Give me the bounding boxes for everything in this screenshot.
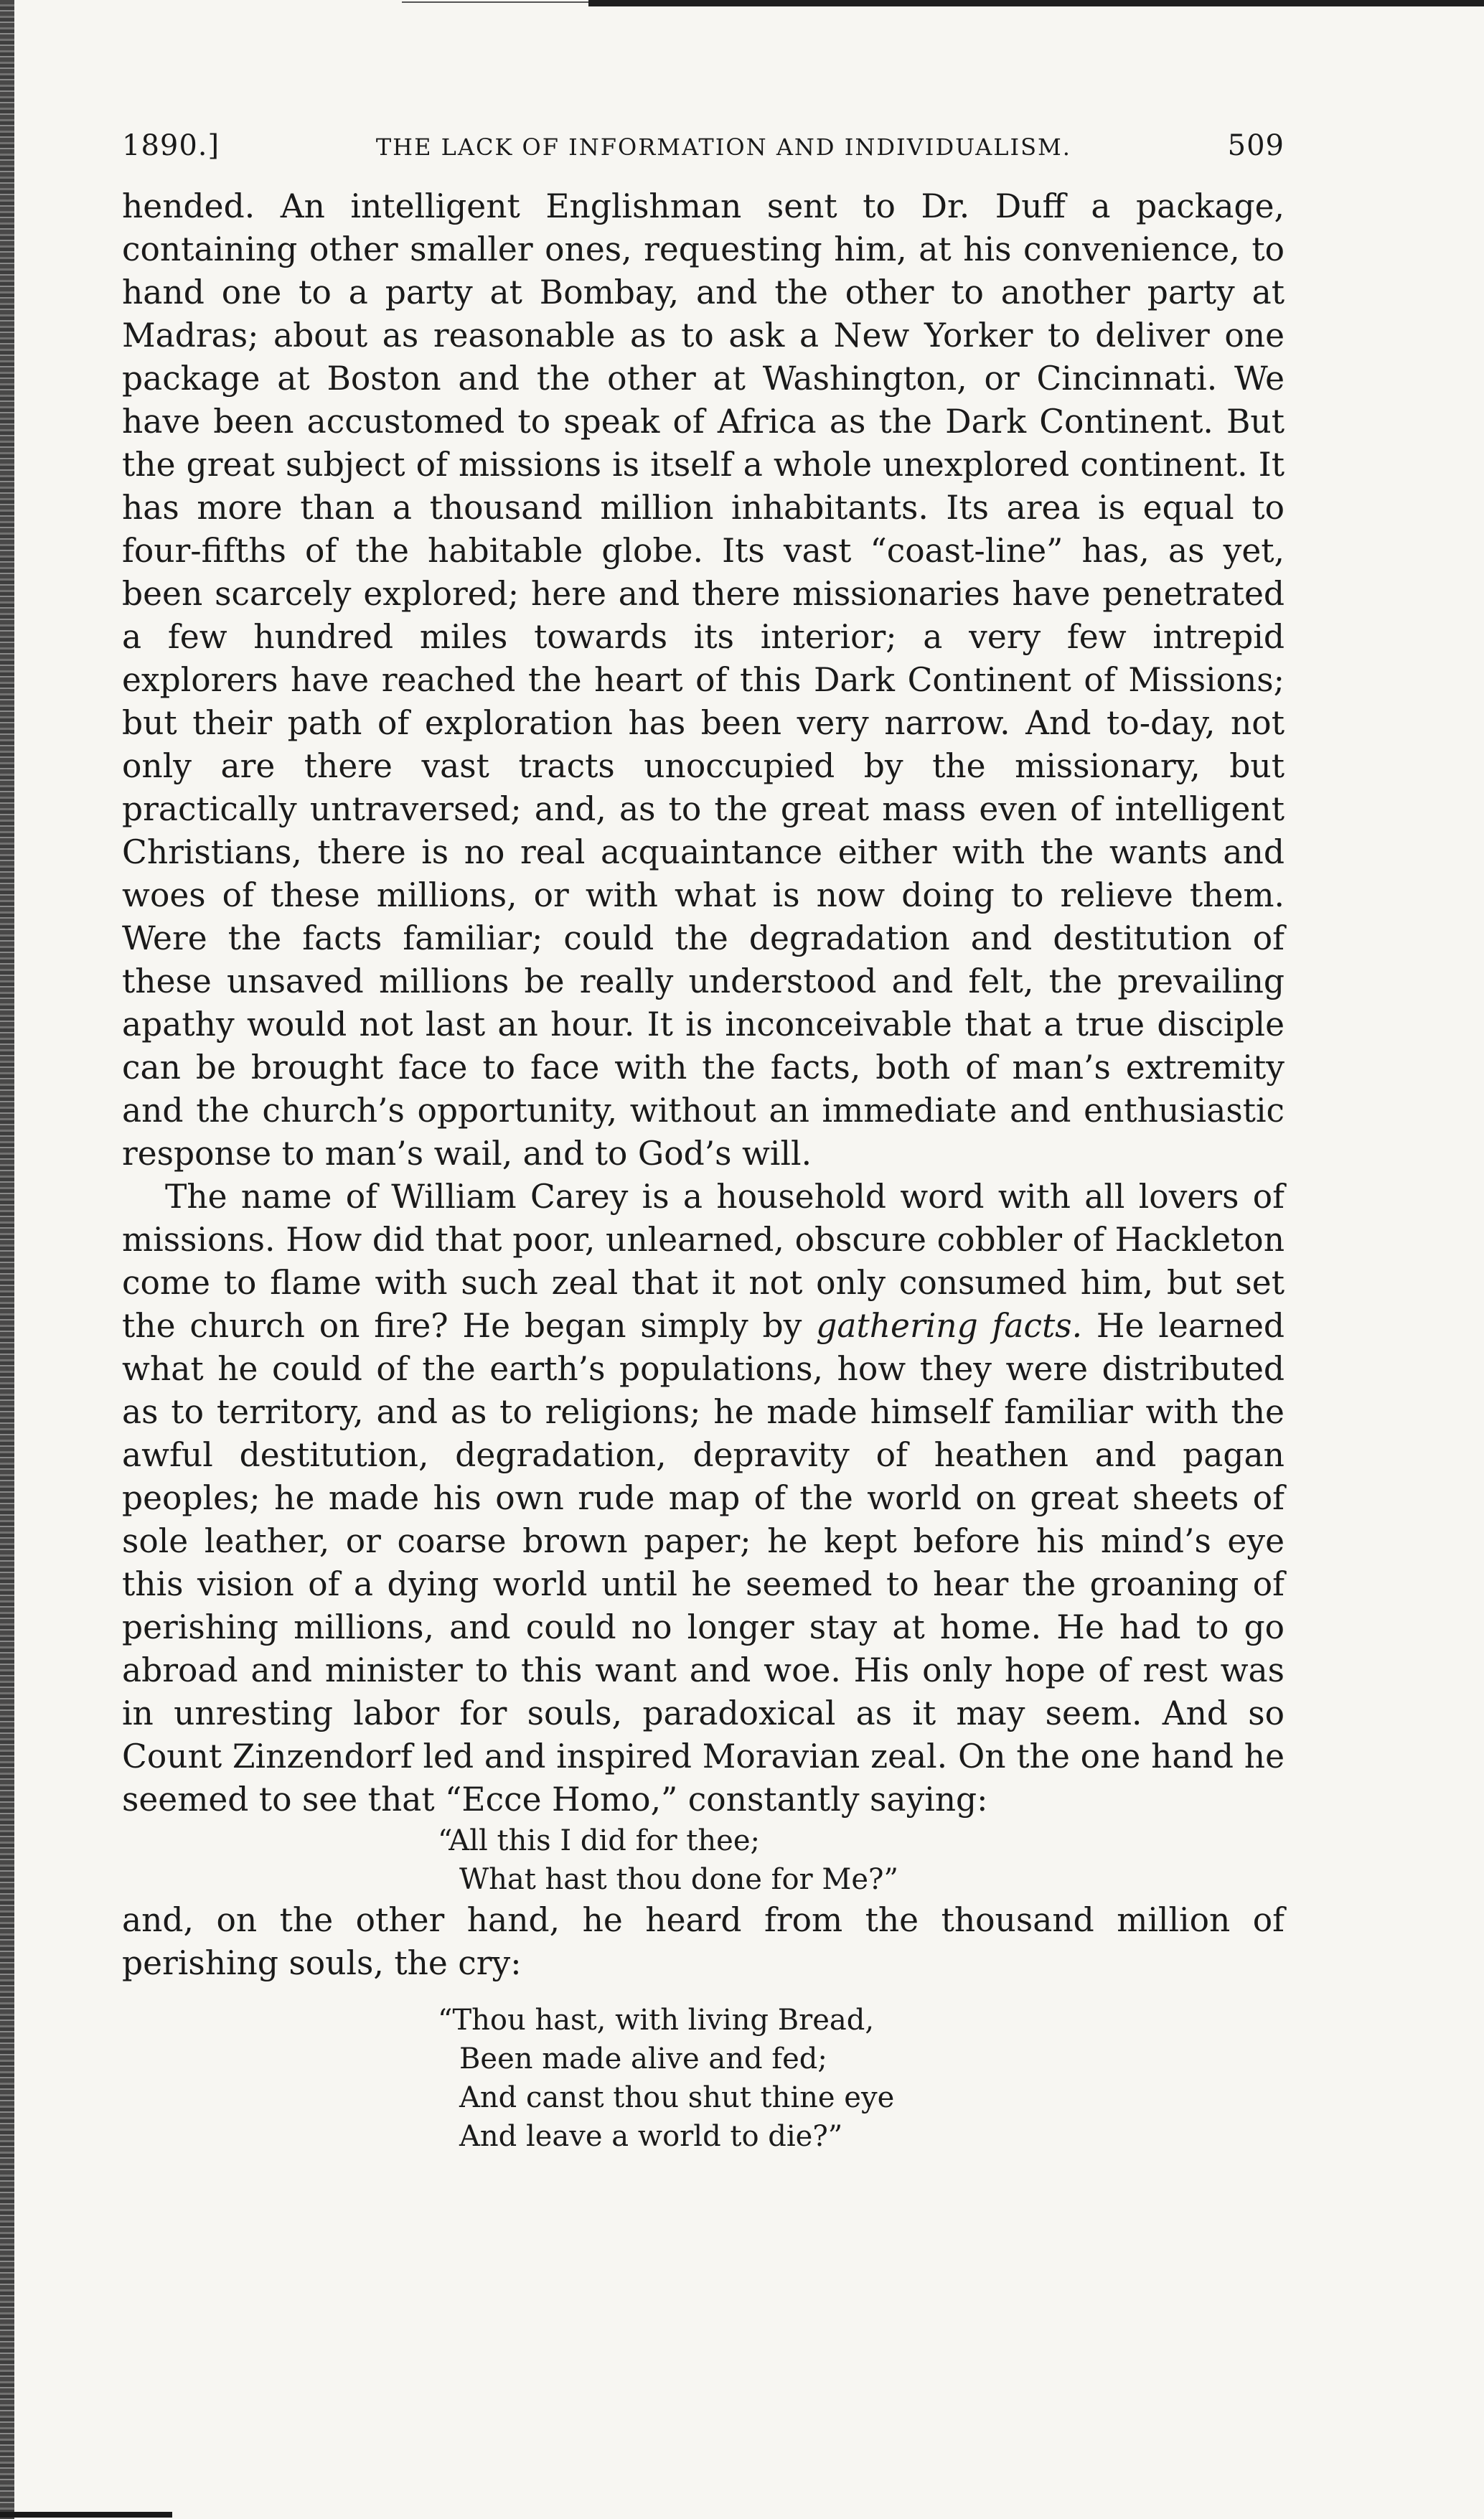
verse-quote-1 — [438, 1821, 1285, 1899]
verse-2-line-1: “Thou hast, with living Bread, — [438, 2004, 875, 2037]
paragraph-2 — [122, 1176, 1285, 1821]
header-date: 1890.] — [122, 129, 220, 162]
verse-2-line-3: And canst thou shut thine eye — [459, 2081, 895, 2114]
book-spine-edge — [0, 0, 14, 2519]
page-content — [122, 129, 1285, 2156]
verse-quote-2 — [438, 2001, 1285, 2156]
running-header — [122, 129, 1285, 162]
paragraph-3: and, on the other hand, he heard from the thousand million of perishing souls, the cry: — [122, 1901, 1285, 1982]
verse-2-line-4: And leave a world to die?” — [459, 2120, 843, 2153]
verse-1-line-2: What hast thou done for Me?” — [459, 1863, 898, 1896]
page-number: 509 — [1227, 129, 1285, 162]
top-scan-rule — [588, 0, 1484, 6]
header-title: THE LACK OF INFORMATION AND INDIVIDUALISM. — [375, 133, 1071, 161]
emphasis-gathering-facts: gathering facts. — [816, 1307, 1083, 1345]
verse-1-line-1: “All this I did for thee; — [438, 1824, 760, 1857]
paragraph-1: hended. An intelligent Englishman sent to Dr. Duff a package, containing other smaller ones, requesting him, at his convenience, to hand one to a party at Bombay, and the other to another party at Madras; about as reasonable as to ask a New Yorker to deliver one package at Boston and the other at Washington, or Cincinnati. We have been accustomed to speak of Africa as the Dark Continent. But the great subject of missions is itself a whole unexplored continent. It has more than a thousand million inhabitants. Its area is equal to four-fifths of the habitable globe. Its vast “coast-line” has, as yet, been scarcely explored; here and there missionaries have penetrated a few hundred miles towards its interior; a very few intrepid explorers have reached the heart of this Dark Continent of Missions; but their path of exploration has been very narrow. And to-day, not only are there vast tracts unoccupied by the missionary, but practically untraversed; and, as to the great mass even of intelligent Christians, there is no real acquaintance either with the wants and woes of these millions, or with what is now doing to relieve them. Were the facts familiar; could the degradation and destitution of these unsaved millions be really understood and felt, the prevailing apathy would not last an hour. It is inconceivable that a true disciple can be brought face to face with the facts, both of man’s extremity and the church’s opportunity, without an immediate and enthusiastic response to man’s wail, and to God’s will. — [122, 187, 1285, 1173]
paragraph-2-part-2: He learned what he could of the earth’s populations, how they were distributed as to territory, and as to religions; he made himself familiar with the awful destitution, degradation, depravity of heathen and pagan peoples; he made his own rude map of the world on great sheets of sole leather, or coarse brown paper; he kept before his mind’s eye this vision of a dying world until he seemed to hear the groaning of perishing millions, and could no longer stay at home. He had to go abroad and minister to this want and woe. His only hope of rest was in unresting labor for souls, paradoxical as it may seem. And so Count Zinzendorf led and inspired Moravian zeal. On the one hand he seemed to see that “Ecce Homo,” constantly saying: — [122, 1307, 1285, 1819]
verse-2-line-2: Been made alive and fed; — [459, 2042, 827, 2075]
top-scan-rule-thin — [402, 1, 588, 3]
bottom-scan-rule — [0, 2512, 172, 2518]
body-text — [122, 185, 1285, 2156]
paragraph-2-part-1: The name of William Carey is a household word with all lovers of missions. How did that poor, unlearned, obscure cobbler of Hackleton come to flame with such zeal that it not only consumed him, but set the church on fire? He began simply by — [122, 1178, 1285, 1345]
